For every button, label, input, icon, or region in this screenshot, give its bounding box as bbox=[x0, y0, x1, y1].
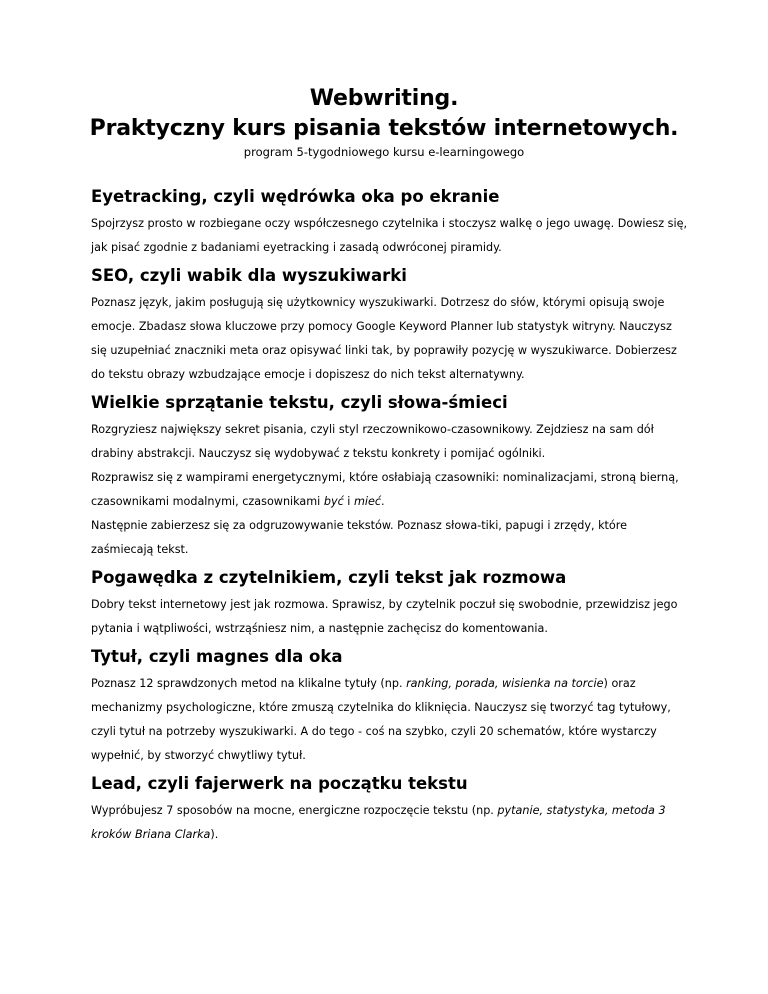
paragraph-text: . bbox=[381, 495, 385, 508]
paragraph-text: Wypróbujesz 7 sposobów na mocne, energiczne rozpoczęcie tekstu (np. bbox=[91, 804, 498, 817]
section-eyetracking bbox=[91, 186, 691, 260]
section-paragraph bbox=[91, 672, 691, 768]
paragraph-text: Poznasz 12 sprawdzonych metod na klikalne tytuły (np. bbox=[91, 677, 407, 690]
document-subtitle: program 5-tygodniowego kursu e-learningowego bbox=[243, 145, 525, 159]
paragraph-text: ) oraz mechanizmy psychologiczne, które zmuszą czytelnika do kliknięcia. Nauczysz się tworzyć tag tytułowy, czyli tytuł na potrzeby wyszukiwarki. A do tego - coś na szybko, czyli 20 schematów, które wystarczy wypełnić, by stworzyć chwytliwy tytuł. bbox=[91, 677, 671, 762]
section-paragraph: Rozgryziesz największy sekret pisania, czyli styl rzeczownikowo-czasownikowy. Zejdziesz na sam dół drabiny abstrakcji. Nauczysz się wydobywać z tekstu konkrety i pomijać ogólniki. bbox=[91, 423, 654, 460]
section-seo bbox=[91, 265, 691, 387]
italic-word: być bbox=[323, 495, 344, 508]
section-paragraph: Poznasz język, jakim posługują się użytkownicy wyszukiwarki. Dotrzesz do słów, którymi opisują swoje emocje. Zbadasz słowa kluczowe przy pomocy Google Keyword Planner lub statystyk witryny. Nauczysz się uzupełniać znaczniki meta oraz opisywać linki tak, by poprawiły pozycję w wyszukiwarce. Dobierzesz do tekstu obrazy wzbudzające emocje i dopiszesz do nich tekst alternatywny. bbox=[91, 296, 677, 381]
title-block bbox=[0, 84, 768, 160]
section-heading: Eyetracking, czyli wędrówka oka po ekranie bbox=[91, 187, 500, 206]
section-heading: Wielkie sprzątanie tekstu, czyli słowa-śmieci bbox=[91, 393, 508, 412]
section-paragraph bbox=[91, 799, 691, 847]
italic-word: mieć bbox=[353, 495, 381, 508]
italic-examples: ranking, porada, wisienka na torcie bbox=[406, 677, 604, 690]
document-title: Webwriting. bbox=[309, 86, 459, 111]
document-title-subheading: Praktyczny kurs pisania tekstów internetowych. bbox=[89, 116, 679, 141]
section-heading: Lead, czyli fajerwerk na początku tekstu bbox=[91, 774, 468, 793]
section-cleanup bbox=[91, 392, 691, 562]
section-conversation bbox=[91, 567, 691, 641]
section-heading: SEO, czyli wabik dla wyszukiwarki bbox=[91, 266, 407, 285]
paragraph-text: i bbox=[343, 495, 354, 508]
section-paragraph: Spojrzysz prosto w rozbiegane oczy współczesnego czytelnika i stoczysz walkę o jego uwagę. Dowiesz się, jak pisać zgodnie z badaniami eyetracking i zasadą odwróconej piramidy. bbox=[91, 217, 688, 254]
document-content bbox=[91, 186, 691, 852]
section-paragraph: Następnie zabierzesz się za odgruzowywanie tekstów. Poznasz słowa-tiki, papugi i zrzędy, które zaśmiecają tekst. bbox=[91, 519, 628, 556]
section-heading: Pogawędka z czytelnikiem, czyli tekst jak rozmowa bbox=[91, 568, 567, 587]
paragraph-text: Rozprawisz się z wampirami energetycznymi, które osłabiają czasowniki: nominalizacjami, stroną bierną, czasownikami modalnymi, czasownikami bbox=[91, 471, 679, 508]
section-paragraph: Dobry tekst internetowy jest jak rozmowa. Sprawisz, by czytelnik poczuł się swobodnie, przewidzisz jego pytania i wątpliwości, wstrząśniesz nim, a następnie zachęcisz do komentowania. bbox=[91, 598, 678, 635]
paragraph-text: ). bbox=[210, 828, 219, 841]
section-lead bbox=[91, 773, 691, 847]
section-paragraph bbox=[91, 466, 691, 514]
section-title bbox=[91, 646, 691, 768]
italic-examples: pytanie, statystyka, metoda 3 kroków Briana Clarka bbox=[91, 804, 666, 841]
section-heading: Tytuł, czyli magnes dla oka bbox=[91, 647, 343, 666]
